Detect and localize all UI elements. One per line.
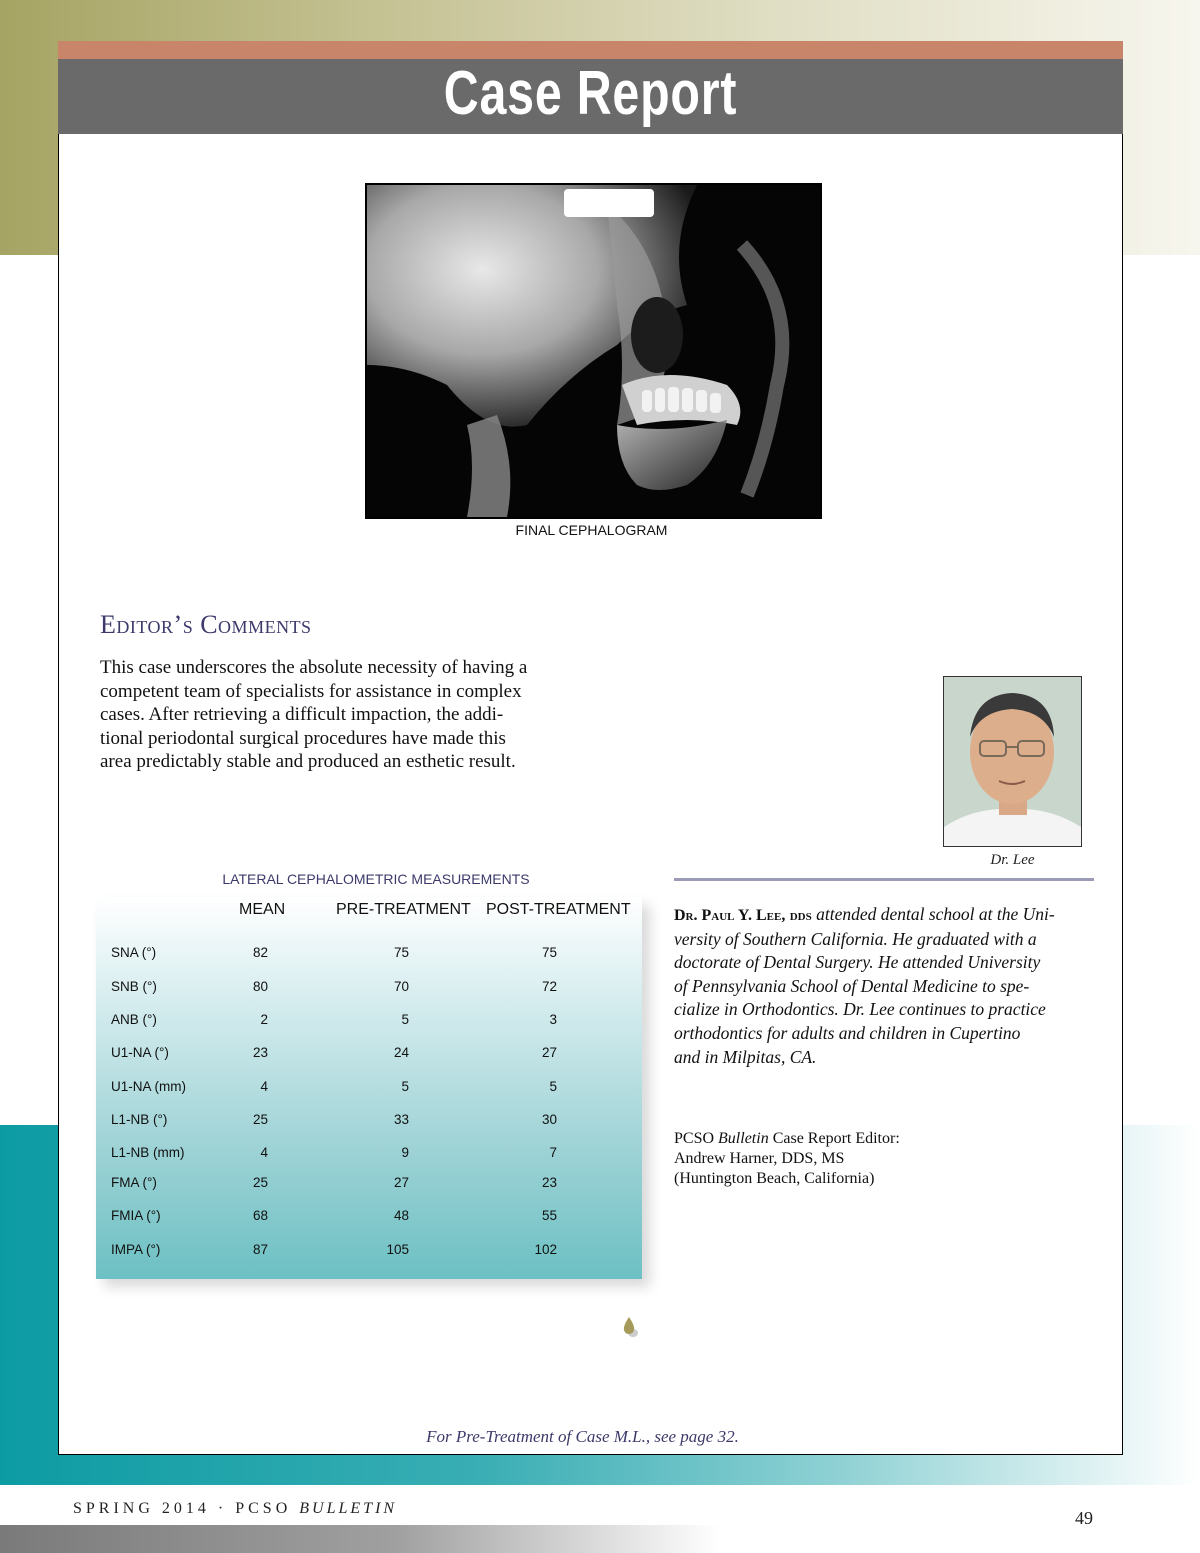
figure-caption: FINAL CEPHALOGRAM bbox=[515, 522, 668, 538]
editors-comments-body bbox=[100, 656, 560, 774]
editor-publication: Bulletin bbox=[718, 1130, 769, 1147]
author-photo bbox=[943, 676, 1082, 847]
editors-comments-heading: Editor’s Comments bbox=[100, 610, 312, 639]
footer-issue: SPRING 2014 · PCSO bbox=[73, 1500, 292, 1517]
table-header-post: POST-TREATMENT bbox=[486, 901, 631, 918]
case-report-editor bbox=[674, 1129, 1094, 1189]
author-bio-line bbox=[674, 903, 1099, 928]
table-row: U1-NA (mm) 4 5 5 bbox=[111, 1079, 557, 1094]
footer-publication: BULLETIN bbox=[299, 1500, 398, 1517]
drop-ornament-icon bbox=[621, 1316, 639, 1338]
table-row: SNB (°) 80 70 72 bbox=[111, 979, 557, 994]
case-report-editor-location: (Huntington Beach, California) bbox=[674, 1170, 875, 1187]
page-number: 49 bbox=[1075, 1508, 1093, 1528]
table-row: L1-NB (mm) 4 9 7 bbox=[111, 1145, 557, 1160]
bio-divider bbox=[674, 878, 1094, 881]
editors-comments-line: area predictably stable and produced an esthetic result. bbox=[100, 751, 516, 773]
editors-comments-line: competent team of specialists for assistance in complex bbox=[100, 680, 522, 702]
author-name: Dr. Paul Y. Lee, bbox=[674, 907, 786, 924]
author-bio-line: versity of Southern California. He graduated with a bbox=[674, 928, 1037, 949]
author-bio-line: and in Milpitas, CA. bbox=[674, 1046, 817, 1067]
table-row: U1-NA (°) 23 24 27 bbox=[111, 1045, 557, 1060]
table-header-pre: PRE-TREATMENT bbox=[336, 901, 471, 918]
table-title: LATERAL CEPHALOMETRIC MEASUREMENTS bbox=[222, 871, 530, 887]
editors-comments-line: tional periodontal surgical procedures have made this bbox=[100, 727, 506, 749]
case-report-editor-name: Andrew Harner, DDS, MS bbox=[674, 1150, 845, 1167]
table-row: ANB (°) 2 5 3 bbox=[111, 1012, 557, 1027]
table-row: SNA (°) 82 75 75 bbox=[111, 945, 557, 960]
author-bio-text: attended dental school at the Uni- bbox=[816, 904, 1055, 924]
footnote: For Pre-Treatment of Case M.L., see page 32. bbox=[426, 1427, 739, 1446]
table-row: IMPA (°) 87 105 102 bbox=[111, 1242, 557, 1257]
header-band bbox=[58, 59, 1123, 134]
running-footer bbox=[73, 1500, 397, 1518]
table-row: FMA (°) 25 27 23 bbox=[111, 1175, 557, 1190]
page-title: Case Report bbox=[443, 59, 738, 128]
author-bio-line: cialize in Orthodontics. Dr. Lee continues to practice bbox=[674, 999, 1046, 1020]
author-bio bbox=[674, 903, 1099, 1069]
table-row: FMIA (°) 68 48 55 bbox=[111, 1208, 557, 1223]
author-bio-line: of Pennsylvania School of Dental Medicine to spe- bbox=[674, 975, 1030, 996]
author-bio-line: orthodontics for adults and children in Cupertino bbox=[674, 1022, 1021, 1043]
cephalogram-image bbox=[365, 183, 822, 519]
table-header-mean: MEAN bbox=[239, 901, 286, 918]
editor-org: PCSO bbox=[674, 1130, 715, 1147]
case-report-editor-title bbox=[674, 1129, 1094, 1149]
editor-role: Case Report Editor: bbox=[772, 1130, 900, 1147]
editors-comments-line: This case underscores the absolute necessity of having a bbox=[100, 657, 528, 678]
editors-comments-line: cases. After retrieving a difficult impaction, the addi- bbox=[100, 704, 504, 726]
author-photo-caption: Dr. Lee bbox=[990, 852, 1035, 868]
table-row: L1-NB (°) 25 33 30 bbox=[111, 1112, 557, 1127]
header-accent-bar bbox=[58, 41, 1123, 59]
background-gray-strip bbox=[0, 1525, 720, 1553]
author-degree: dds bbox=[789, 907, 812, 924]
author-bio-line: doctorate of Dental Surgery. He attended University bbox=[674, 952, 1041, 973]
